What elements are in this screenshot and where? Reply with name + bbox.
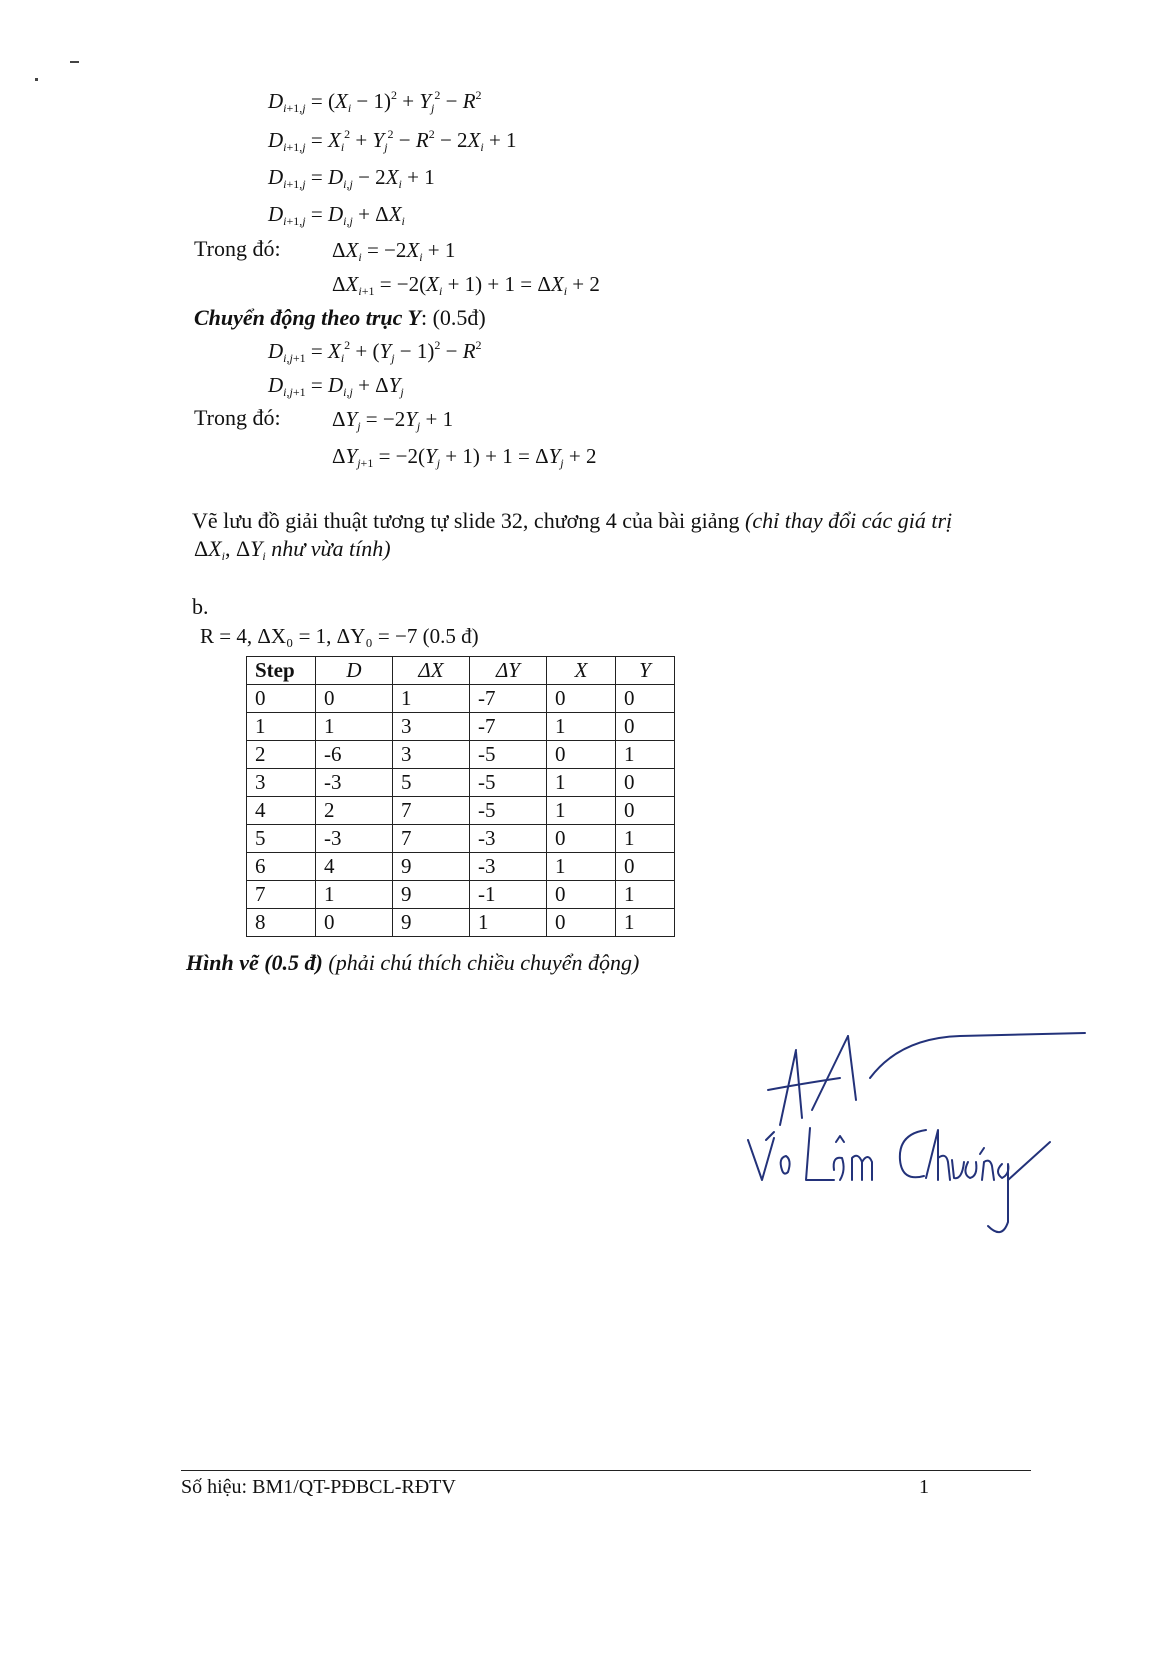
equation-dx-i1: $\Delta X_{i+1} = -2(X_i + 1) + 1 = \Delta X_i + 2$ [332,272,600,298]
table-cell: -3 [316,825,393,853]
table-row [247,853,675,881]
table-cell: 7 [393,797,470,825]
table-cell: 1 [616,825,675,853]
table-cell: 9 [393,881,470,909]
table-row [247,909,675,937]
flowchart-instruction-line2: $\Delta X_i$, $\Delta Y_i$ như vừa tính) [194,536,391,563]
table-cell: 0 [616,769,675,797]
table-cell: 0 [547,909,616,937]
table-cell: -1 [470,881,547,909]
equation-dx-i: $\Delta X_i = -2X_i + 1$ [332,238,456,264]
section-y-heading [194,305,486,331]
scan-speck [70,61,79,63]
table-cell: -5 [470,797,547,825]
equation-dy-j1: $\Delta Y_{j+1} = -2(Y_j + 1) + 1 = \Delta Y_j + 2$ [332,444,597,470]
where-label-x: Trong đó: [194,236,281,261]
table-row [247,797,675,825]
table-cell: 9 [393,909,470,937]
equation-d-ij1-delta: $D_{i,j+1} = D_{i,j} + \Delta Y_j$ [268,373,404,399]
equation-d-i1j-recurrence: $D_{i+1,j} = D_{i,j} - 2X_i + 1$ [268,165,435,191]
table-cell: 1 [616,909,675,937]
table-cell: 1 [316,881,393,909]
table-cell: -7 [470,713,547,741]
table-cell: 6 [247,853,316,881]
table-cell: -3 [470,825,547,853]
table-cell: 0 [616,685,675,713]
table-cell: 9 [393,853,470,881]
figure-note [186,950,639,976]
table-cell: 1 [316,713,393,741]
table-row [247,713,675,741]
instruction-text: Vẽ lưu đồ giải thuật tương tự slide 32, chương 4 của bài giảng [192,508,746,533]
table-cell: 0 [247,685,316,713]
table-cell: 1 [470,909,547,937]
document-code: Số hiệu: BM1/QT-PĐBCL-RĐTV [181,1476,456,1498]
table-cell: 0 [547,685,616,713]
table-cell: -5 [470,769,547,797]
table-cell: 8 [247,909,316,937]
table-cell: 1 [616,741,675,769]
table-row [247,741,675,769]
table-cell: 7 [393,825,470,853]
table-cell: 3 [247,769,316,797]
instruction-italic: (chỉ thay đổi các giá trị [745,508,953,533]
table-cell: 4 [316,853,393,881]
table-cell: 0 [616,853,675,881]
table-cell: -5 [470,741,547,769]
signature [740,1030,1100,1240]
table-cell: 0 [547,881,616,909]
table-cell: 1 [547,853,616,881]
table-header-dx: ΔX [393,657,470,685]
table-header-d: D [316,657,393,685]
table-row [247,685,675,713]
table-cell: -3 [316,769,393,797]
table-cell: 7 [247,881,316,909]
table-cell: -7 [470,685,547,713]
table-cell: 1 [247,713,316,741]
scan-speck [35,78,38,81]
figure-note-italic: (phải chú thích chiều chuyển động) [322,950,640,975]
flowchart-instruction [192,508,952,534]
table-cell: 1 [547,797,616,825]
table-cell: 0 [616,713,675,741]
table-header-y: Y [616,657,675,685]
equation-d-ij1-expanded: $D_{i,j+1} = X_i^2 + (Y_j - 1)^2 - R^2$ [268,338,482,365]
section-y-title: Chuyển động theo trục Y [194,305,421,330]
table-cell: 2 [316,797,393,825]
table-cell: 0 [547,825,616,853]
table-cell: 0 [316,685,393,713]
table-row [247,825,675,853]
table-header-dy: ΔY [470,657,547,685]
table-cell: 1 [393,685,470,713]
footer-divider [181,1470,1031,1471]
equation-dy-j: $\Delta Y_j = -2Y_j + 1$ [332,407,454,433]
table-header-x: X [547,657,616,685]
part-b-parameters: R = 4, ΔX₀ = 1, ΔY₀ = −7 (0.5 đ) [200,624,479,648]
table-cell: 3 [393,741,470,769]
table-row [247,769,675,797]
section-y-points: : (0.5đ) [420,305,486,330]
table-header-row [247,657,675,685]
table-cell: -6 [316,741,393,769]
figure-note-bold: Hình vẽ (0.5 đ) [186,950,323,975]
table-cell: 0 [316,909,393,937]
table-cell: 4 [247,797,316,825]
table-cell: 5 [393,769,470,797]
step-table [246,656,675,937]
table-cell: 3 [393,713,470,741]
table-cell: 5 [247,825,316,853]
table-cell: 0 [616,797,675,825]
table-cell: 1 [547,769,616,797]
where-label-y: Trong đó: [194,405,281,430]
equation-d-i1j-expanded: $D_{i+1,j} = (X_i - 1)^2 + Y_j^2 - R^2$ [268,88,482,115]
table-cell: 1 [616,881,675,909]
table-cell: 0 [547,741,616,769]
table-cell: 2 [247,741,316,769]
page-number: 1 [919,1476,929,1498]
equation-d-i1j-simplified: $D_{i+1,j} = X_i^2 + Y_j^2 - R^2 - 2X_i + 1$ [268,127,517,154]
part-b-label: b. [192,594,209,619]
table-row [247,881,675,909]
instruction-italic-2: như vừa tính) [271,536,391,561]
table-cell: -3 [470,853,547,881]
table-header-step: Step [247,657,316,685]
equation-d-i1j-delta: $D_{i+1,j} = D_{i,j} + \Delta X_i$ [268,202,405,228]
table-cell: 1 [547,713,616,741]
